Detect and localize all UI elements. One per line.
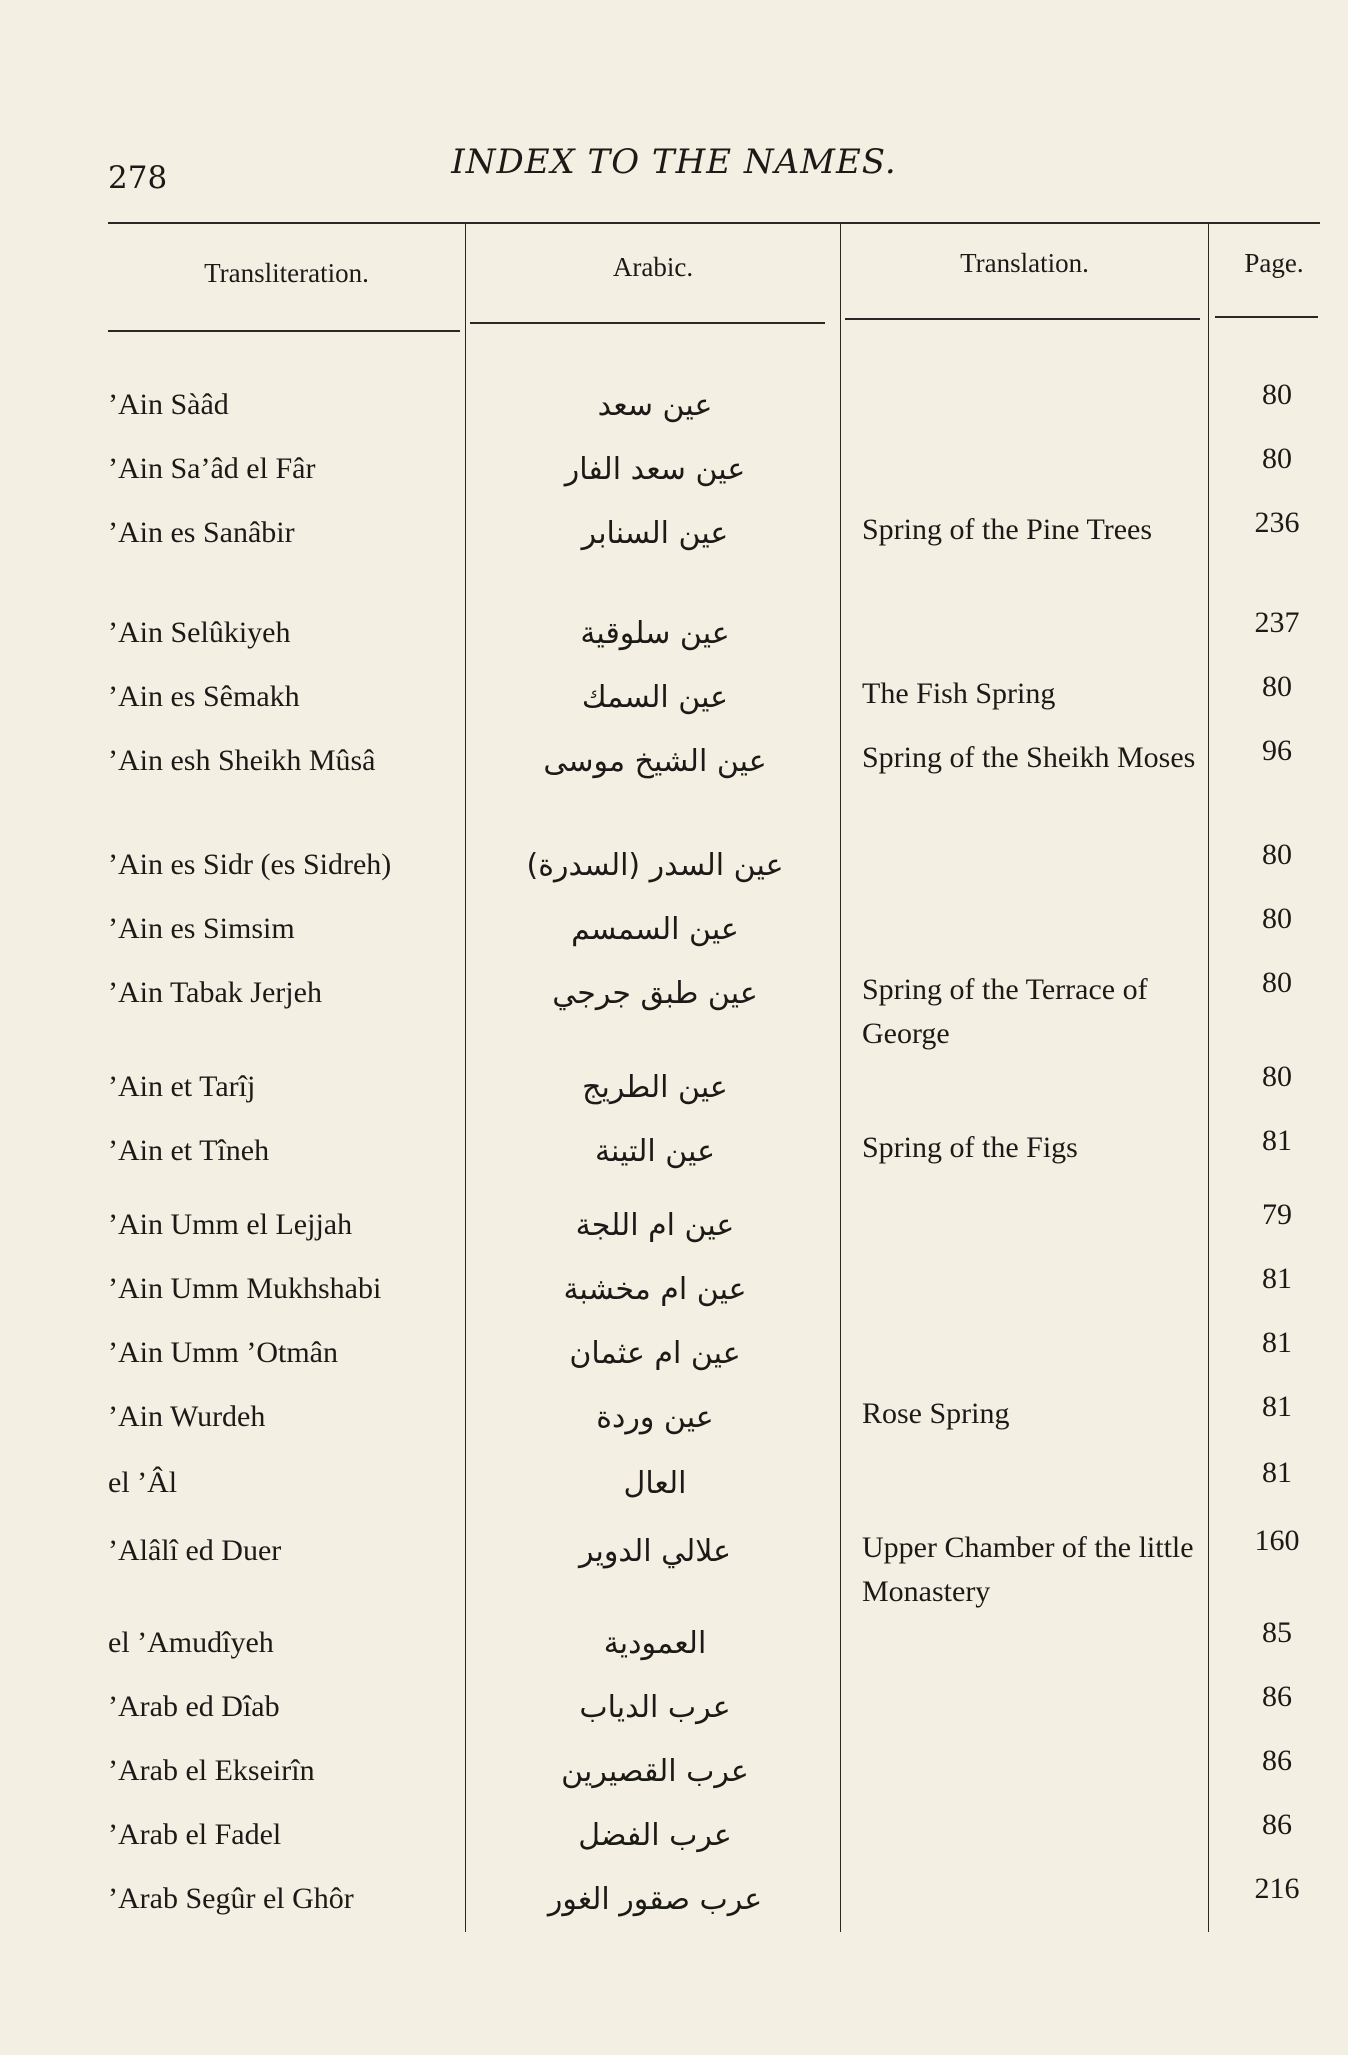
arabic-cell: عين ام مخشبة xyxy=(563,1272,747,1307)
transliteration-cell: ’Ain es Sidr (es Sidreh) xyxy=(108,848,392,881)
page-cell: 86 xyxy=(1262,1744,1292,1777)
page-cell: 237 xyxy=(1254,606,1300,639)
transliteration-cell: ’Ain Tabak Jerjeh xyxy=(108,976,322,1009)
table-row xyxy=(0,1124,1348,1194)
header-rule-arabic xyxy=(470,322,825,324)
page-cell: 80 xyxy=(1262,902,1292,935)
arabic-cell: العال xyxy=(623,1466,687,1501)
arabic-cell: عين وردة xyxy=(596,1400,714,1435)
page-cell: 80 xyxy=(1262,378,1292,411)
transliteration-cell: ’Ain Selûkiyeh xyxy=(108,616,291,649)
transliteration-cell: ’Arab ed Dîab xyxy=(108,1690,280,1723)
table-row xyxy=(0,838,1348,908)
page-cell: 80 xyxy=(1262,442,1292,475)
running-head: INDEX TO THE NAMES. xyxy=(451,142,897,182)
transliteration-cell: ’Arab el Ekseirîn xyxy=(108,1754,315,1787)
page-cell: 236 xyxy=(1254,506,1300,539)
transliteration-cell: ’Ain et Tîneh xyxy=(108,1134,270,1167)
transliteration-cell: ’Ain es Sêmakh xyxy=(108,680,300,713)
page-cell: 79 xyxy=(1262,1198,1292,1231)
page-cell: 80 xyxy=(1262,1060,1292,1093)
arabic-cell: عين السنابر xyxy=(581,516,729,551)
transliteration-cell: ’Ain Umm el Lejjah xyxy=(108,1208,353,1241)
header-transliteration: Transliteration. xyxy=(204,258,369,288)
transliteration-cell: ’Ain esh Sheikh Mûsâ xyxy=(108,744,376,777)
table-row xyxy=(0,1872,1348,1942)
transliteration-cell: ’Arab el Fadel xyxy=(108,1818,282,1851)
arabic-cell: عين ام اللجة xyxy=(575,1208,735,1243)
translation-cell: Spring of the Terrace of George xyxy=(862,973,1148,1050)
arabic-cell: عين سلوقية xyxy=(580,616,730,651)
transliteration-cell: ’Alâlî ed Duer xyxy=(108,1534,282,1567)
transliteration-cell: el ’Amudîyeh xyxy=(108,1626,274,1659)
page-number: 278 xyxy=(108,160,168,196)
transliteration-cell: ’Ain es Sanâbir xyxy=(108,516,295,549)
translation-cell: The Fish Spring xyxy=(862,677,1056,710)
table-row xyxy=(0,606,1348,676)
translation-cell: Rose Spring xyxy=(862,1397,1010,1430)
table-row xyxy=(0,1616,1348,1686)
header-translation: Translation. xyxy=(960,248,1089,278)
page-cell: 80 xyxy=(1262,838,1292,871)
arabic-cell: عين السدر (السدرة) xyxy=(526,848,784,883)
table-row xyxy=(0,1060,1348,1130)
header-arabic: Arabic. xyxy=(612,252,694,282)
table-row xyxy=(0,1524,1348,1608)
page-cell: 80 xyxy=(1262,670,1292,703)
page-cell: 160 xyxy=(1254,1524,1300,1557)
table-row xyxy=(0,966,1348,1050)
transliteration-cell: ’Ain Umm ’Otmân xyxy=(108,1336,338,1369)
transliteration-cell: ’Ain Sàâd xyxy=(108,388,229,421)
page-cell: 80 xyxy=(1262,966,1292,999)
transliteration-cell: ’Arab Segûr el Ghôr xyxy=(108,1882,354,1915)
page-cell: 86 xyxy=(1262,1808,1292,1841)
table-row xyxy=(0,1808,1348,1878)
table-row xyxy=(0,506,1348,576)
table-row xyxy=(0,1262,1348,1332)
table-row xyxy=(0,1326,1348,1396)
page-cell: 81 xyxy=(1262,1326,1292,1359)
translation-cell: Upper Chamber of the little Monastery xyxy=(862,1531,1194,1608)
table-top-rule xyxy=(108,222,1320,224)
arabic-cell: عرب صقور الغور xyxy=(547,1882,763,1917)
arabic-cell: عين سعد الفار xyxy=(564,452,746,487)
page-cell: 85 xyxy=(1262,1616,1292,1649)
arabic-cell: عرب الفضل xyxy=(578,1818,732,1853)
arabic-cell: عين طبق جرجي xyxy=(552,976,758,1011)
table-row xyxy=(0,1680,1348,1750)
arabic-cell: عرب الدياب xyxy=(579,1690,731,1725)
arabic-cell: عين الشيخ موسى xyxy=(543,744,767,779)
transliteration-cell: ’Ain Sa’âd el Fâr xyxy=(108,452,316,485)
table-row xyxy=(0,1198,1348,1268)
header-rule-transliteration xyxy=(108,330,460,332)
table-row xyxy=(0,902,1348,972)
table-row xyxy=(0,1744,1348,1814)
page-cell: 81 xyxy=(1262,1262,1292,1295)
header-rule-page xyxy=(1215,316,1318,318)
translation-cell: Spring of the Sheikh Moses xyxy=(862,741,1196,774)
header-rule-translation xyxy=(845,318,1200,320)
transliteration-cell: el ’Âl xyxy=(108,1466,178,1499)
arabic-cell: عين الطريج xyxy=(582,1070,728,1105)
page-cell: 81 xyxy=(1262,1124,1292,1157)
transliteration-cell: ’Ain Wurdeh xyxy=(108,1400,266,1433)
arabic-cell: عين سعد xyxy=(597,388,713,423)
arabic-cell: عين ام عثمان xyxy=(569,1336,741,1371)
table-row xyxy=(0,442,1348,512)
table-row xyxy=(0,378,1348,448)
translation-cell: Spring of the Figs xyxy=(862,1131,1078,1164)
transliteration-cell: ’Ain Umm Mukhshabi xyxy=(108,1272,382,1305)
arabic-cell: العمودية xyxy=(603,1626,707,1661)
translation-cell: Spring of the Pine Trees xyxy=(862,513,1153,546)
arabic-cell: علالي الدوير xyxy=(578,1534,732,1569)
table-row xyxy=(0,734,1348,804)
page-cell: 216 xyxy=(1254,1872,1300,1905)
page-cell: 96 xyxy=(1262,734,1292,767)
table-row xyxy=(0,670,1348,740)
arabic-cell: عرب القصيرين xyxy=(561,1754,749,1789)
table-row xyxy=(0,1390,1348,1460)
page-cell: 86 xyxy=(1262,1680,1292,1713)
transliteration-cell: ’Ain et Tarîj xyxy=(108,1070,256,1103)
page-cell: 81 xyxy=(1262,1390,1292,1423)
arabic-cell: عين التينة xyxy=(594,1134,716,1169)
table-row xyxy=(0,1456,1348,1526)
arabic-cell: عين السمسم xyxy=(571,912,739,947)
transliteration-cell: ’Ain es Simsim xyxy=(108,912,295,945)
header-page: Page. xyxy=(1244,248,1304,278)
page-cell: 81 xyxy=(1262,1456,1292,1489)
arabic-cell: عين السمك xyxy=(581,680,729,715)
